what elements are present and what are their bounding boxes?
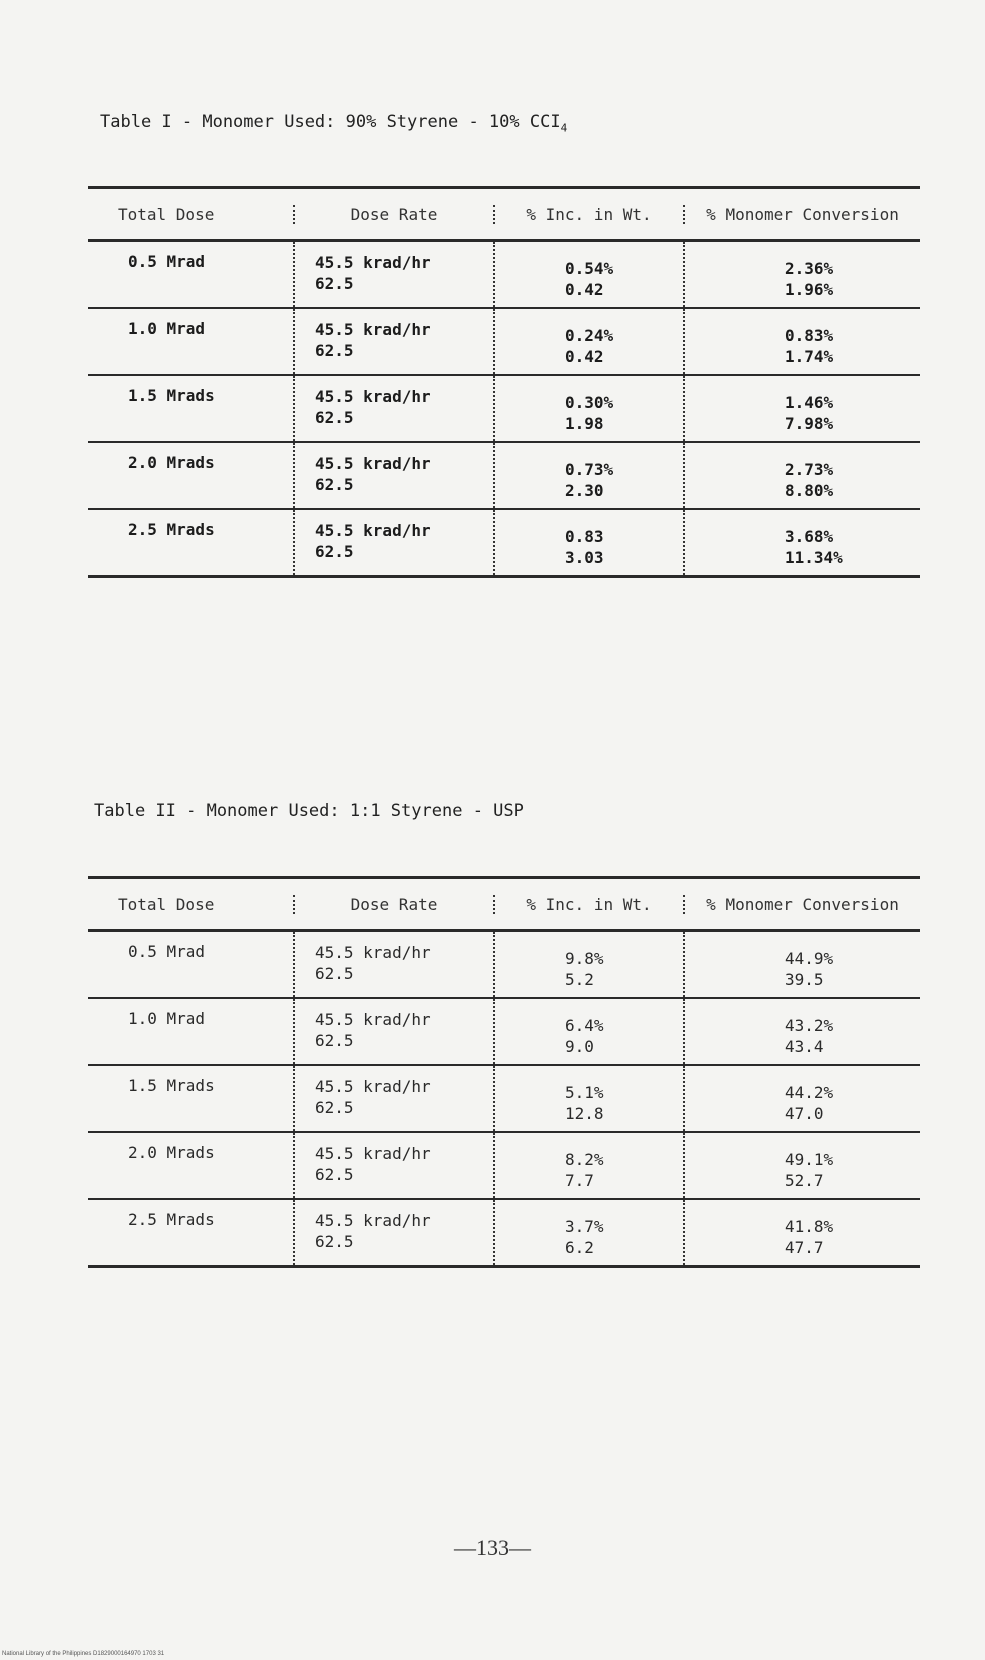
inc-in-wt-1: 6.4%	[565, 1016, 604, 1035]
inc-in-wt-2: 1.98	[565, 414, 604, 433]
dose-rate-1: 45.5 krad/hr	[315, 387, 431, 406]
inc-in-wt-1: 3.7%	[565, 1217, 604, 1236]
total-dose-cell: 2.5 Mrads	[128, 1210, 215, 1229]
table-2	[88, 876, 920, 1268]
total-dose-cell: 2.5 Mrads	[128, 520, 215, 539]
dose-rate-2: 62.5	[315, 1165, 354, 1184]
inc-in-wt-2: 3.03	[565, 548, 604, 567]
monomer-conversion-2: 52.7	[785, 1171, 824, 1190]
inc-in-wt-cell	[493, 1200, 683, 1265]
monomer-conversion-1: 2.73%	[785, 460, 834, 479]
dose-rate-cell	[293, 376, 493, 441]
dose-rate-1: 45.5 krad/hr	[315, 454, 431, 473]
inc-in-wt-2: 6.2	[565, 1238, 594, 1257]
dose-rate-1: 45.5 krad/hr	[315, 521, 431, 540]
monomer-conversion-1: 49.1%	[785, 1150, 834, 1169]
header-dose-rate: Dose Rate	[293, 895, 493, 914]
table-row	[88, 376, 920, 443]
inc-in-wt-cell	[493, 510, 683, 575]
monomer-conversion-1: 3.68%	[785, 527, 834, 546]
table-row	[88, 309, 920, 376]
table-row	[88, 999, 920, 1066]
monomer-conversion-cell	[683, 932, 920, 997]
inc-in-wt-1: 9.8%	[565, 949, 604, 968]
dose-rate-cell	[293, 1133, 493, 1198]
inc-in-wt-cell	[493, 242, 683, 307]
table-1-caption-text: Table I - Monomer Used: 90% Styrene - 10% CCI	[100, 112, 561, 132]
monomer-conversion-1: 2.36%	[785, 259, 834, 278]
total-dose-cell: 2.0 Mrads	[128, 453, 215, 472]
dose-rate-cell	[293, 510, 493, 575]
table-2-header-row	[88, 879, 920, 932]
inc-in-wt-1: 0.24%	[565, 326, 614, 345]
inc-in-wt-cell	[493, 1133, 683, 1198]
total-dose-cell: 2.0 Mrads	[128, 1143, 215, 1162]
table-row	[88, 1066, 920, 1133]
inc-in-wt-2: 2.30	[565, 481, 604, 500]
table-1	[88, 186, 920, 578]
table-1-caption	[100, 112, 567, 134]
dose-rate-cell	[293, 1066, 493, 1131]
dose-rate-2: 62.5	[315, 408, 354, 427]
monomer-conversion-cell	[683, 999, 920, 1064]
total-dose-cell: 0.5 Mrad	[128, 942, 206, 961]
monomer-conversion-1: 44.9%	[785, 949, 834, 968]
header-inc-in-wt: % Inc. in Wt.	[493, 205, 683, 224]
dose-rate-1: 45.5 krad/hr	[315, 1211, 431, 1230]
monomer-conversion-1: 1.46%	[785, 393, 834, 412]
inc-in-wt-2: 5.2	[565, 970, 594, 989]
dose-rate-1: 45.5 krad/hr	[315, 943, 431, 962]
monomer-conversion-2: 8.80%	[785, 481, 834, 500]
dose-rate-cell	[293, 932, 493, 997]
dose-rate-2: 62.5	[315, 1232, 354, 1251]
inc-in-wt-1: 0.83	[565, 527, 604, 546]
dose-rate-2: 62.5	[315, 1098, 354, 1117]
footer-note: National Library of the Philippines D1829000164970 1703 31	[2, 1651, 165, 1657]
dose-rate-1: 45.5 krad/hr	[315, 1144, 431, 1163]
monomer-conversion-2: 39.5	[785, 970, 824, 989]
dose-rate-1: 45.5 krad/hr	[315, 320, 431, 339]
table-row	[88, 932, 920, 999]
dose-rate-cell	[293, 1200, 493, 1265]
table-2-caption: Table II - Monomer Used: 1:1 Styrene - USP	[94, 801, 524, 821]
header-monomer-conversion: % Monomer Conversion	[683, 895, 920, 914]
dose-rate-1: 45.5 krad/hr	[315, 253, 431, 272]
header-total-dose: Total Dose	[118, 204, 215, 224]
monomer-conversion-cell	[683, 242, 920, 307]
total-dose-cell: 0.5 Mrad	[128, 252, 206, 271]
monomer-conversion-2: 7.98%	[785, 414, 834, 433]
total-dose-cell: 1.0 Mrad	[128, 319, 206, 338]
monomer-conversion-1: 0.83%	[785, 326, 834, 345]
inc-in-wt-cell	[493, 443, 683, 508]
monomer-conversion-cell	[683, 1200, 920, 1265]
dose-rate-2: 62.5	[315, 542, 354, 561]
inc-in-wt-1: 5.1%	[565, 1083, 604, 1102]
header-monomer-conversion: % Monomer Conversion	[683, 205, 920, 224]
inc-in-wt-cell	[493, 309, 683, 374]
inc-in-wt-1: 0.54%	[565, 259, 614, 278]
monomer-conversion-cell	[683, 1066, 920, 1131]
total-dose-cell: 1.5 Mrads	[128, 386, 215, 405]
table-1-caption-subscript: 4	[560, 121, 568, 135]
total-dose-cell: 1.0 Mrad	[128, 1009, 206, 1028]
dose-rate-2: 62.5	[315, 341, 354, 360]
dose-rate-2: 62.5	[315, 274, 354, 293]
monomer-conversion-2: 11.34%	[785, 548, 843, 567]
dose-rate-2: 62.5	[315, 1031, 354, 1050]
monomer-conversion-1: 41.8%	[785, 1217, 834, 1236]
inc-in-wt-1: 8.2%	[565, 1150, 604, 1169]
page-number: —133—	[454, 1535, 531, 1560]
inc-in-wt-cell	[493, 1066, 683, 1131]
inc-in-wt-2: 9.0	[565, 1037, 594, 1056]
monomer-conversion-2: 1.96%	[785, 280, 834, 299]
table-row	[88, 1200, 920, 1265]
monomer-conversion-cell	[683, 1133, 920, 1198]
inc-in-wt-cell	[493, 999, 683, 1064]
inc-in-wt-cell	[493, 376, 683, 441]
header-total-dose: Total Dose	[118, 894, 215, 914]
inc-in-wt-2: 0.42	[565, 280, 604, 299]
inc-in-wt-2: 12.8	[565, 1104, 604, 1123]
inc-in-wt-cell	[493, 932, 683, 997]
header-dose-rate: Dose Rate	[293, 205, 493, 224]
monomer-conversion-cell	[683, 510, 920, 575]
table-row	[88, 1133, 920, 1200]
inc-in-wt-1: 0.30%	[565, 393, 614, 412]
table-row	[88, 510, 920, 575]
dose-rate-2: 62.5	[315, 475, 354, 494]
inc-in-wt-2: 7.7	[565, 1171, 594, 1190]
monomer-conversion-1: 44.2%	[785, 1083, 834, 1102]
dose-rate-cell	[293, 309, 493, 374]
total-dose-cell: 1.5 Mrads	[128, 1076, 215, 1095]
dose-rate-cell	[293, 242, 493, 307]
monomer-conversion-cell	[683, 443, 920, 508]
monomer-conversion-2: 1.74%	[785, 347, 834, 366]
table-1-header-row	[88, 189, 920, 242]
table-row	[88, 443, 920, 510]
dose-rate-cell	[293, 999, 493, 1064]
dose-rate-2: 62.5	[315, 964, 354, 983]
inc-in-wt-1: 0.73%	[565, 460, 614, 479]
monomer-conversion-1: 43.2%	[785, 1016, 834, 1035]
dose-rate-cell	[293, 443, 493, 508]
monomer-conversion-cell	[683, 309, 920, 374]
table-row	[88, 242, 920, 309]
dose-rate-1: 45.5 krad/hr	[315, 1010, 431, 1029]
monomer-conversion-cell	[683, 376, 920, 441]
monomer-conversion-2: 47.0	[785, 1104, 824, 1123]
dose-rate-1: 45.5 krad/hr	[315, 1077, 431, 1096]
inc-in-wt-2: 0.42	[565, 347, 604, 366]
header-inc-in-wt: % Inc. in Wt.	[493, 895, 683, 914]
monomer-conversion-2: 43.4	[785, 1037, 824, 1056]
monomer-conversion-2: 47.7	[785, 1238, 824, 1257]
